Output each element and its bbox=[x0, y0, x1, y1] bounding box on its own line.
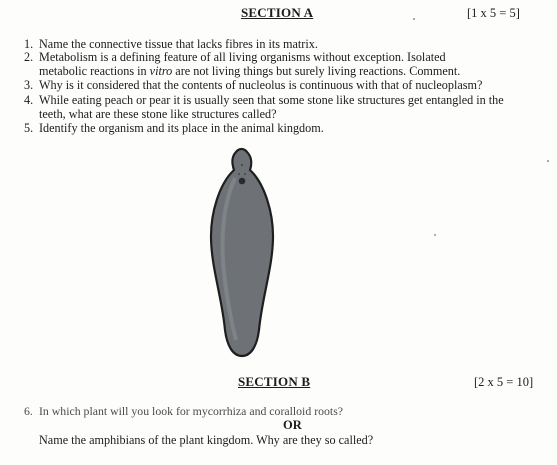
organism-spot-small bbox=[244, 173, 246, 175]
organism-spot-small bbox=[241, 164, 243, 166]
question-6 bbox=[24, 404, 343, 418]
paper-speck bbox=[413, 18, 415, 20]
organism-spot-small bbox=[238, 173, 240, 175]
paper-speck bbox=[547, 160, 549, 162]
or-label: OR bbox=[283, 418, 302, 432]
question-number: 2. bbox=[24, 50, 34, 64]
question-4-continuation: teeth, what are these stone like structures called? bbox=[39, 107, 277, 121]
question-text: Name the connective tissue that lacks fibres in its matrix. bbox=[39, 37, 318, 51]
question-number: 5. bbox=[24, 121, 34, 135]
italic-term: vitro bbox=[149, 64, 173, 78]
section-b-marks: [2 x 5 = 10] bbox=[474, 375, 534, 389]
organism-spot-eye bbox=[239, 178, 246, 185]
question-text: In which plant will you look for mycorrhiza and coralloid roots? bbox=[39, 404, 344, 418]
question-text: Why is it considered that the contents of nucleolus is continuous with that of nucleoplasm? bbox=[39, 78, 483, 92]
section-a-marks: [1 x 5 = 5] bbox=[467, 6, 520, 20]
question-text: Identify the organism and its place in the animal kingdom. bbox=[39, 121, 324, 135]
question-text: Metabolism is a defining feature of all living organisms without exception. Isolated bbox=[39, 50, 446, 64]
section-a-title: SECTION A bbox=[241, 5, 314, 20]
question-number: 3. bbox=[24, 78, 34, 92]
alternative-question: Name the amphibians of the plant kingdom. Why are they so called? bbox=[39, 433, 374, 447]
question-2-continuation: metabolic reactions in vitro are not living things but surely living reactions. Comment. bbox=[39, 64, 461, 78]
question-number: 6. bbox=[24, 404, 33, 418]
question-text: While eating peach or pear it is usually seen that some stone like structures get entangled in the bbox=[39, 93, 504, 107]
question-number: 1. bbox=[24, 37, 34, 51]
section-b-title: SECTION B bbox=[238, 374, 311, 389]
question-number: 4. bbox=[24, 93, 34, 107]
paper-speck bbox=[434, 234, 436, 236]
